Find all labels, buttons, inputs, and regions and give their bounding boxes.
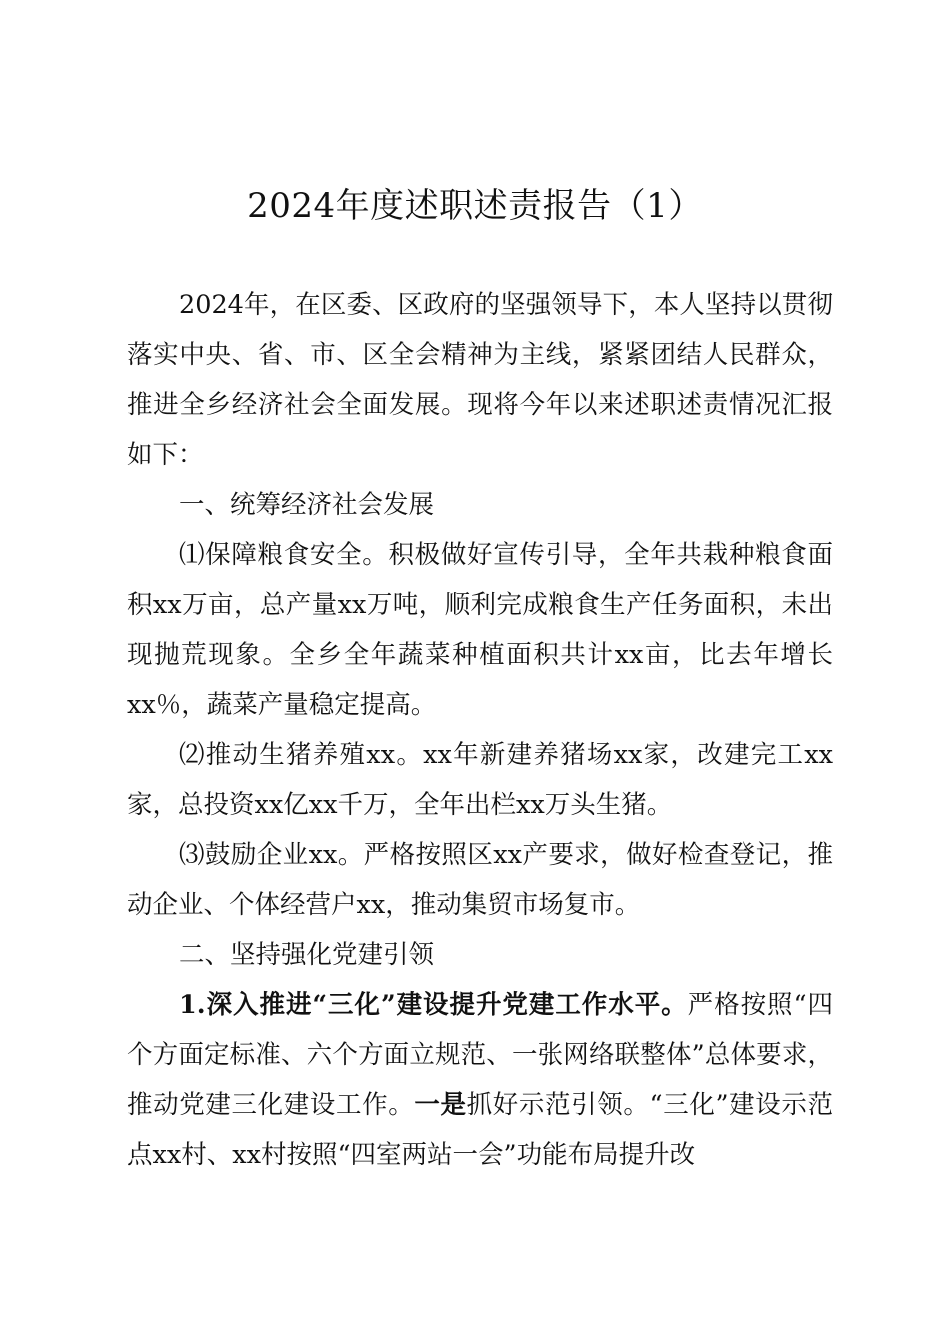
point-1-lead: 1.深入推进“三化”建设提升党建工作水平。: [179, 990, 688, 1020]
section-heading-1: 一、统筹经济社会发展: [179, 490, 435, 520]
point-1-text-a: 严格按照“四个方面定标准、六个方面立规范、一张网络联整体”总体要求，推动党建三化建设工作。: [127, 990, 833, 1120]
document-title: 2024年度述职述责报告（1）: [247, 186, 703, 226]
section-1-item-1: ⑴保障粮食安全。积极做好宣传引导，全年共栽种粮食面积xx万亩，总产量xx万吨，顺利完成粮食生产任务面积，未出现抛荒现象。全乡全年蔬菜种植面积共计xx亩，比去年增长xx％，蔬菜产量稳定提高。: [127, 540, 833, 720]
section-1-item-3: ⑶鼓励企业xx。严格按照区xx产要求，做好检查登记，推动企业、个体经营户xx，推动集贸市场复市。: [127, 840, 833, 920]
intro-paragraph: 2024年，在区委、区政府的坚强领导下，本人坚持以贯彻落实中央、省、市、区全会精神为主线，紧紧团结人民群众，推进全乡经济社会全面发展。现将今年以来述职述责情况汇报如下：: [127, 290, 833, 470]
section-1-item-2: ⑵推动生猪养殖xx。xx年新建养猪场xx家，改建完工xx家，总投资xx亿xx千万，全年出栏xx万头生猪。: [127, 740, 833, 820]
point-1-text-b: 抓好示范引领。“三化”建设示范点xx村、xx村按照“四室两站一会”功能布局提升改: [127, 1090, 833, 1170]
document-body: [127, 280, 833, 1180]
section-heading-2: 二、坚持强化党建引领: [179, 940, 435, 970]
point-1-sub-lead: 一是: [414, 1090, 467, 1120]
section-2-point-1: [127, 980, 833, 1180]
